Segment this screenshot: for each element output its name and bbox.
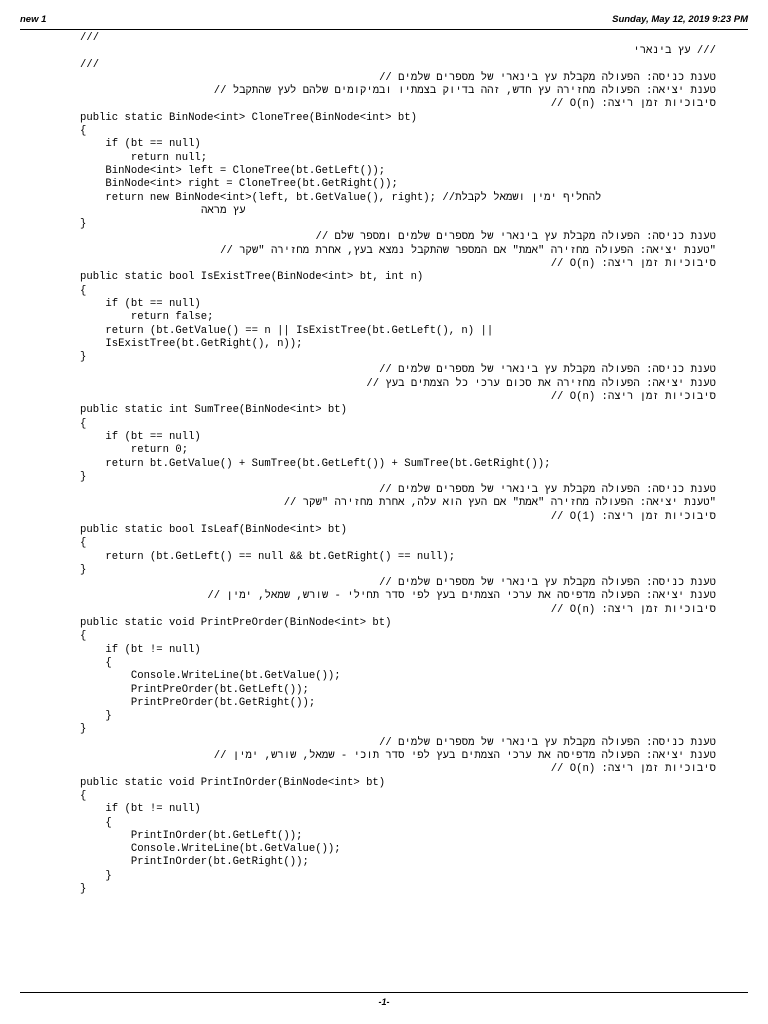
code-line: Console.WriteLine(bt.GetValue()); (80, 670, 341, 683)
code-line: return 0; (80, 444, 189, 457)
document-name: new 1 (20, 14, 47, 25)
code-line: } (80, 723, 87, 736)
code-line: טענת כניסה: הפעולה מקבלת עץ בינארי של מספרים שלמים // (379, 71, 716, 84)
code-line: /// עץ בינארי (633, 45, 716, 58)
code-line: טענת יציאה: הפעולה מחזירה את סכום ערכי כל הצמתים בעץ // (366, 377, 716, 390)
code-line: IsExistTree(bt.GetRight(), n)); (80, 337, 303, 350)
code-line: return (bt.GetLeft() == null && bt.GetRight() == null); (80, 550, 456, 563)
code-line: טענת כניסה: הפעולה מקבלת עץ בינארי של מספרים שלמים // (379, 736, 716, 749)
code-line: { (80, 537, 87, 550)
code-line: Console.WriteLine(bt.GetValue()); (80, 843, 341, 856)
code-line: טענת כניסה: הפעולה מקבלת עץ בינארי של מספרים שלמים ומספר שלם // (315, 231, 716, 244)
code-line: סיבוכיות זמן ריצה: O(n) // (550, 603, 716, 616)
code-line: עץ מראה (201, 204, 716, 217)
code-line: { (80, 630, 87, 643)
code-line: PrintPreOrder(bt.GetRight()); (80, 696, 316, 709)
header-divider (20, 29, 748, 30)
code-line: } (80, 563, 87, 576)
print-timestamp: Sunday, May 12, 2019 9:23 PM (612, 14, 748, 25)
code-line: /// (80, 58, 100, 71)
code-line: PrintInOrder(bt.GetLeft()); (80, 829, 303, 842)
code-line: סיבוכיות זמן ריצה: O(n) // (550, 98, 716, 111)
code-line: if (bt == null) (80, 138, 201, 151)
code-line: return new BinNode<int>(left, bt.GetValue(), right); //להחליף ימין ושמאל לקבלת (80, 191, 602, 204)
code-line: { (80, 125, 87, 138)
code-line: טענת כניסה: הפעולה מקבלת עץ בינארי של מספרים שלמים // (379, 577, 716, 590)
code-line: public static void PrintPreOrder(BinNode<int> bt) (80, 617, 392, 630)
code-line: "טענת יציאה: הפעולה מחזירה "אמת" אם העץ הוא עלה, אחרת מחזירה "שקר // (283, 497, 716, 510)
code-line: } (80, 470, 87, 483)
page-header (20, 14, 748, 26)
code-line: סיבוכיות זמן ריצה: O(1) // (550, 510, 716, 523)
code-line: טענת יציאה: הפעולה מחזירה עץ חדש, זהה בדיוק בצמתיו ובמיקומים שלהם לעץ שהתקבל // (213, 85, 716, 98)
code-line: { (80, 656, 112, 669)
code-line: if (bt != null) (80, 803, 201, 816)
code-line: return bt.GetValue() + SumTree(bt.GetLeft()) + SumTree(bt.GetRight()); (80, 457, 551, 470)
code-line: טענת כניסה: הפעולה מקבלת עץ בינארי של מספרים שלמים // (379, 484, 716, 497)
code-line: { (80, 417, 87, 430)
code-line: /// (80, 32, 100, 44)
code-line: public static bool IsLeaf(BinNode<int> bt) (80, 523, 348, 536)
code-line: { (80, 816, 112, 829)
code-listing (80, 32, 752, 896)
code-line: סיבוכיות זמן ריצה: O(n) // (550, 391, 716, 404)
code-line: public static BinNode<int> CloneTree(BinNode<int> bt) (80, 111, 417, 124)
code-line: return (bt.GetValue() == n || IsExistTree(bt.GetLeft(), n) || (80, 324, 494, 337)
code-line: סיבוכיות זמן ריצה: O(n) // (550, 258, 716, 271)
code-line: BinNode<int> left = CloneTree(bt.GetLeft()); (80, 164, 386, 177)
code-line: } (80, 710, 112, 723)
footer-divider (20, 992, 748, 993)
code-line: PrintPreOrder(bt.GetLeft()); (80, 683, 309, 696)
code-line: PrintInOrder(bt.GetRight()); (80, 856, 309, 869)
code-line: if (bt == null) (80, 297, 201, 310)
code-line: } (80, 351, 87, 364)
code-line: if (bt == null) (80, 430, 201, 443)
code-line: return null; (80, 151, 208, 164)
code-line: { (80, 284, 87, 297)
code-line: { (80, 789, 87, 802)
code-line: return false; (80, 311, 214, 324)
code-line: טענת כניסה: הפעולה מקבלת עץ בינארי של מספרים שלמים // (379, 364, 716, 377)
code-line: סיבוכיות זמן ריצה: O(n) // (550, 763, 716, 776)
code-line: if (bt != null) (80, 643, 201, 656)
code-line: } (80, 883, 87, 895)
code-line: "טענת יציאה: הפעולה מחזירה "אמת" אם המספר שהתקבל נמצא בעץ, אחרת מחזירה "שקר // (220, 244, 716, 257)
code-line: public static int SumTree(BinNode<int> bt) (80, 404, 348, 417)
code-line: public static void PrintInOrder(BinNode<int> bt) (80, 776, 386, 789)
code-line: } (80, 869, 112, 882)
page-number: -1- (378, 997, 390, 1007)
code-line: } (80, 218, 87, 231)
code-line: BinNode<int> right = CloneTree(bt.GetRight()); (80, 178, 398, 191)
code-line: טענת יציאה: הפעולה מדפיסה את ערכי הצמתים בעץ לפי סדר תחילי - שורש, שמאל, ימין // (207, 590, 716, 603)
code-line: public static bool IsExistTree(BinNode<int> bt, int n) (80, 271, 424, 284)
code-line: טענת יציאה: הפעולה מדפיסה את ערכי הצמתים בעץ לפי סדר תוכי - שמאל, שורש, ימין // (213, 750, 716, 763)
